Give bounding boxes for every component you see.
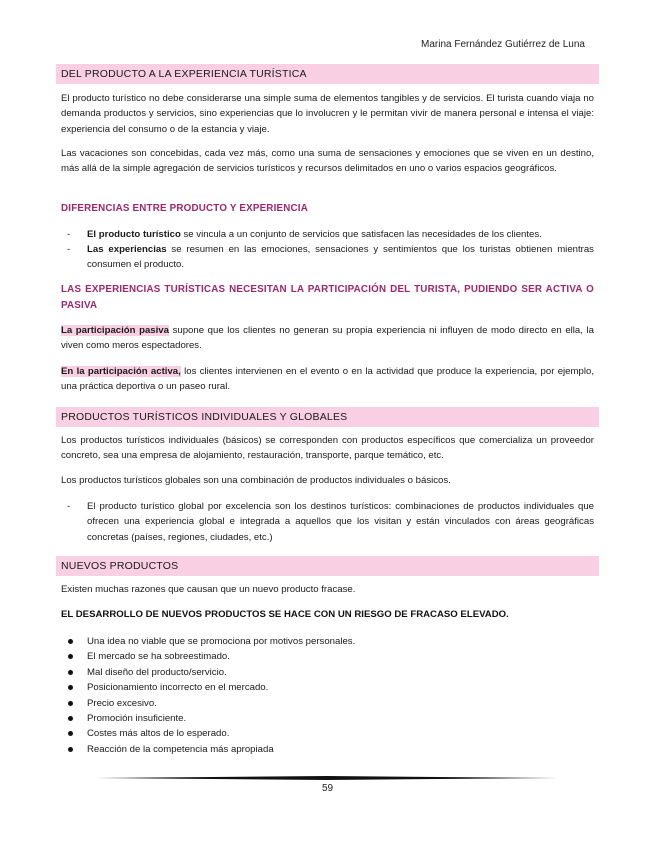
- term: Las experiencias: [87, 244, 167, 255]
- definition: se vincula a un conjunto de servicios que satisfacen las necesidades de los clientes.: [180, 229, 542, 240]
- paragraph: Los productos turísticos globales son una combinación de productos individuales o básicos.: [61, 475, 451, 486]
- paragraph-active: [61, 364, 594, 395]
- bullet-icon: [68, 716, 73, 721]
- list-item: [61, 680, 594, 695]
- page-number: 59: [321, 783, 334, 794]
- highlight-active: En la participación activa,: [61, 366, 181, 377]
- list-marker: -: [67, 244, 71, 255]
- list-item: [61, 649, 594, 664]
- subheading-participacion: LAS EXPERIENCIAS TURÍSTICAS NECESITAN LA PARTICIPACIÓN DEL TURISTA, PUDIENDO SER ACTIVA O PASIVA: [61, 284, 594, 311]
- bullet-list: [61, 634, 594, 757]
- list-item: [61, 696, 594, 711]
- footer-divider: [96, 776, 558, 780]
- list-item: [61, 665, 594, 680]
- list-marker: -: [67, 501, 71, 512]
- bullet-icon: [68, 670, 73, 675]
- paragraph: Los productos turísticos individuales (básicos) se corresponden con productos específicos que comercializa un proveedor concreto, sea una empresa de alojamiento, restauración, transporte, parque temático, etc.: [61, 435, 594, 462]
- list-item: [61, 726, 594, 741]
- list-text: Posicionamiento incorrecto en el mercado.: [87, 682, 269, 694]
- section-heading-productos-individuales: PRODUCTOS TURÍSTICOS INDIVIDUALES Y GLOBALES: [56, 407, 599, 427]
- list-item: [61, 711, 594, 726]
- list-text: Reacción de la competencia más apropiada: [87, 743, 274, 755]
- section-heading-producto-experiencia: DEL PRODUCTO A LA EXPERIENCIA TURÍSTICA: [56, 64, 599, 84]
- list-text: Promoción insuficiente.: [87, 712, 187, 724]
- subheading-diferencias: DIFERENCIAS ENTRE PRODUCTO Y EXPERIENCIA: [61, 203, 308, 214]
- bullet-icon: [68, 639, 73, 644]
- highlight-passive: La participación pasiva: [61, 325, 169, 336]
- bullet-icon: [68, 685, 73, 690]
- list-text: Mal diseño del producto/servicio.: [87, 666, 227, 678]
- bullet-icon: [68, 731, 73, 736]
- section-heading-nuevos-productos: NUEVOS PRODUCTOS: [56, 556, 599, 576]
- paragraph: El producto turístico no debe considerarse una simple suma de elementos tangibles y de servicios. El turista cuando viaja no demanda productos y servicios, sino experiencias que lo involucren y le permitan vivir de manera personal e intensa el viaje: experiencia del consumo o de la estancia y viaje.: [61, 93, 594, 135]
- paragraph-text: supone que los clientes no generan su propia experiencia ni influyen de modo directo en ella, la viven como meros espectadores.: [61, 325, 594, 352]
- paragraph-passive: [61, 323, 594, 354]
- list-text: El mercado se ha sobreestimado.: [87, 651, 230, 663]
- term: El producto turístico: [87, 229, 181, 240]
- list-text: Una idea no viable que se promociona por motivos personales.: [87, 636, 356, 647]
- header-author: Marina Fernández Gutiérrez de Luna: [421, 39, 585, 50]
- list-text: El producto turístico global por excelencia son los destinos turísticos: combinaciones de productos individuales que ofrecen una experiencia global e integrada a aquellos que los visitan y están vinculados con áreas geográficas concretas (países, regiones, ciudades, etc.): [87, 501, 594, 543]
- list-text: Precio excesivo.: [87, 697, 157, 709]
- definition: se resumen en las emociones, sensaciones y sentimientos que los turistas obtienen mientras consumen el producto.: [87, 244, 594, 271]
- paragraph-text: los clientes intervienen en el evento o en la actividad que produce la experiencia, por ejemplo, una práctica deportiva o un paseo rural.: [61, 366, 594, 393]
- list-marker: -: [67, 229, 71, 240]
- bullet-icon: [68, 701, 73, 706]
- list-item: [61, 634, 594, 649]
- emphasis-statement: EL DESARROLLO DE NUEVOS PRODUCTOS SE HACE CON UN RIESGO DE FRACASO ELEVADO.: [61, 609, 509, 620]
- bullet-icon: [68, 654, 73, 659]
- list-item: [61, 742, 594, 757]
- paragraph: Existen muchas razones que causan que un nuevo producto fracase.: [61, 584, 356, 595]
- list-item: [61, 499, 594, 545]
- paragraph: Las vacaciones son concebidas, cada vez más, como una suma de sensaciones y emociones que se viven en un destino, más allá de la simple agregación de servicios turísticos y recursos delimitados en uno o varios espacios geográficos.: [61, 148, 594, 175]
- list-item: [61, 242, 594, 273]
- list-text: Costes más altos de lo esperado.: [87, 728, 230, 740]
- bullet-icon: [68, 747, 73, 752]
- list-item: [61, 227, 594, 242]
